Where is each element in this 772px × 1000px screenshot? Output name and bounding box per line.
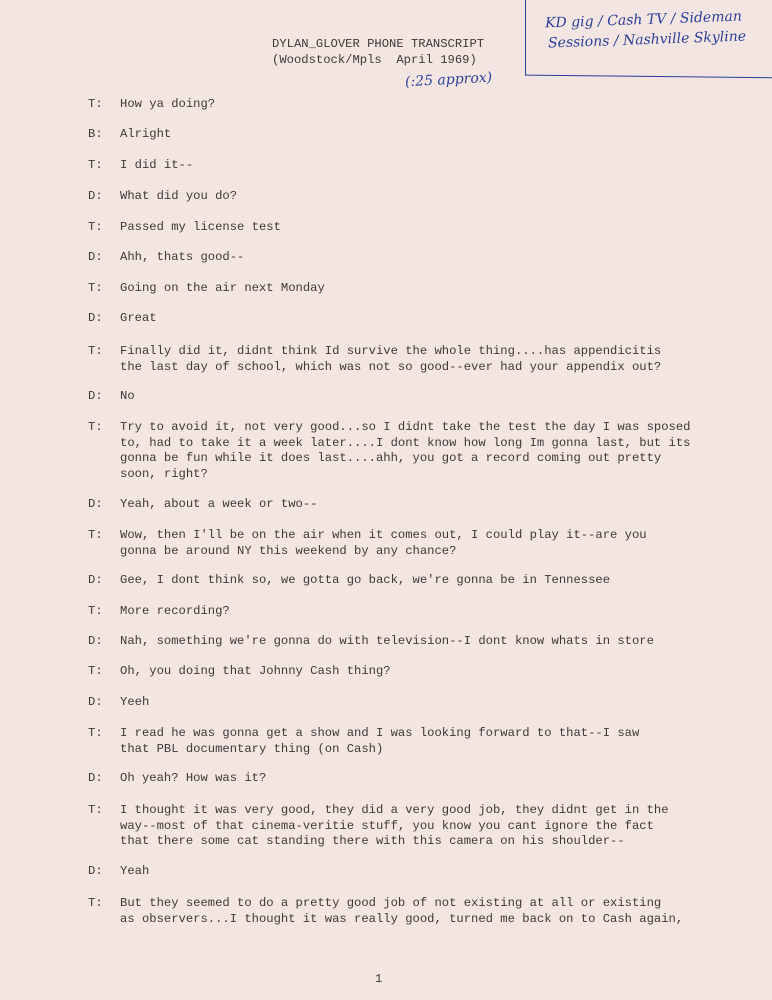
transcript-entry (88, 573, 728, 589)
dialogue-text: I did it-- (120, 158, 194, 172)
dialogue-text: Yeah, about a week or two-- (120, 497, 318, 511)
speaker-label: T: (88, 97, 103, 111)
speaker-label: T: (88, 344, 103, 358)
transcript-entry (88, 695, 728, 711)
dialogue-text: What did you do? (120, 189, 238, 203)
transcript-entry (88, 803, 728, 850)
dialogue-text: No (120, 389, 135, 403)
transcript-entry (88, 281, 728, 297)
transcript-entry (88, 726, 728, 757)
dialogue-text: I read he was gonna get a show and I was looking forward to that--I saw that PBL documentary thing (on Cash) (120, 726, 640, 756)
speaker-label: T: (88, 220, 103, 234)
speaker-label: T: (88, 726, 103, 740)
dialogue-text: Yeeh (120, 695, 150, 709)
speaker-label: D: (88, 634, 103, 648)
speaker-label: D: (88, 695, 103, 709)
transcript-entry (88, 528, 728, 559)
speaker-label: T: (88, 896, 103, 910)
speaker-label: T: (88, 604, 103, 618)
transcript-entry (88, 189, 728, 205)
transcript-entry (88, 311, 728, 327)
transcript-entry (88, 864, 728, 880)
speaker-label: T: (88, 420, 103, 434)
transcript-entry (88, 604, 728, 620)
dialogue-text: More recording? (120, 604, 230, 618)
speaker-label: T: (88, 803, 103, 817)
dialogue-text: Oh yeah? How was it? (120, 771, 267, 785)
dialogue-text: Wow, then I'll be on the air when it comes out, I could play it--are you gonna be around NY this weekend by any chance? (120, 528, 647, 558)
transcript-entry (88, 127, 728, 143)
transcript-entry (88, 497, 728, 513)
dialogue-text: I thought it was very good, they did a very good job, they didnt get in the way--most of that cinema-veritie stuff, you know you cant ignore the fact that there some cat standing there with this camera on his shoulder-- (120, 803, 669, 849)
speaker-label: D: (88, 311, 103, 325)
speaker-label: D: (88, 250, 103, 264)
dialogue-text: But they seemed to do a pretty good job of not existing at all or existing as observers...I thought it was really good, turned me back on to Cash again, (120, 896, 684, 926)
speaker-label: T: (88, 664, 103, 678)
speaker-label: D: (88, 497, 103, 511)
transcript-entry (88, 158, 728, 174)
dialogue-text: Try to avoid it, not very good...so I didnt take the test the day I was sposed to, had to take it a week later....I dont know how long Im gonna last, but its gonna be fun while it does last....ahh, you got a record coming out pretty soon, right? (120, 420, 691, 481)
speaker-label: D: (88, 864, 103, 878)
dialogue-text: Passed my license test (120, 220, 281, 234)
dialogue-text: Gee, I dont think so, we gotta go back, we're gonna be in Tennessee (120, 573, 611, 587)
speaker-label: D: (88, 771, 103, 785)
dialogue-text: How ya doing? (120, 97, 216, 111)
page-number: 1 (375, 972, 383, 986)
dialogue-text: Going on the air next Monday (120, 281, 325, 295)
dialogue-text: Nah, something we're gonna do with television--I dont know whats in store (120, 634, 654, 648)
document-subtitle: (Woodstock/Mpls April 1969) (272, 53, 477, 67)
transcript-entry (88, 664, 728, 680)
transcript-entry (88, 344, 728, 375)
handwritten-note-line1: KD gig / Cash TV / Sideman (544, 8, 743, 32)
dialogue-text: Alright (120, 127, 172, 141)
dialogue-text: Yeah (120, 864, 150, 878)
speaker-label: D: (88, 573, 103, 587)
document-title: DYLAN_GLOVER PHONE TRANSCRIPT (272, 37, 485, 51)
speaker-label: B: (88, 127, 103, 141)
dialogue-text: Ahh, thats good-- (120, 250, 245, 264)
transcript-entry (88, 220, 728, 236)
transcript-entry (88, 771, 728, 787)
transcript-entry (88, 634, 728, 650)
speaker-label: T: (88, 158, 103, 172)
handwritten-duration: (:25 approx) (404, 69, 493, 91)
transcript-entry (88, 97, 728, 113)
speaker-label: D: (88, 389, 103, 403)
speaker-label: T: (88, 281, 103, 295)
transcript-entry (88, 250, 728, 266)
handwritten-note-line2: Sessions / Nashville Skyline (547, 28, 747, 52)
speaker-label: T: (88, 528, 103, 542)
dialogue-text: Oh, you doing that Johnny Cash thing? (120, 664, 391, 678)
dialogue-text: Great (120, 311, 157, 325)
speaker-label: D: (88, 189, 103, 203)
transcript-entry (88, 420, 728, 482)
transcript-entry (88, 389, 728, 405)
transcript-entry (88, 896, 728, 927)
dialogue-text: Finally did it, didnt think Id survive the whole thing....has appendicitis the last day of school, which was not so good--ever had your appendix out? (120, 344, 662, 374)
